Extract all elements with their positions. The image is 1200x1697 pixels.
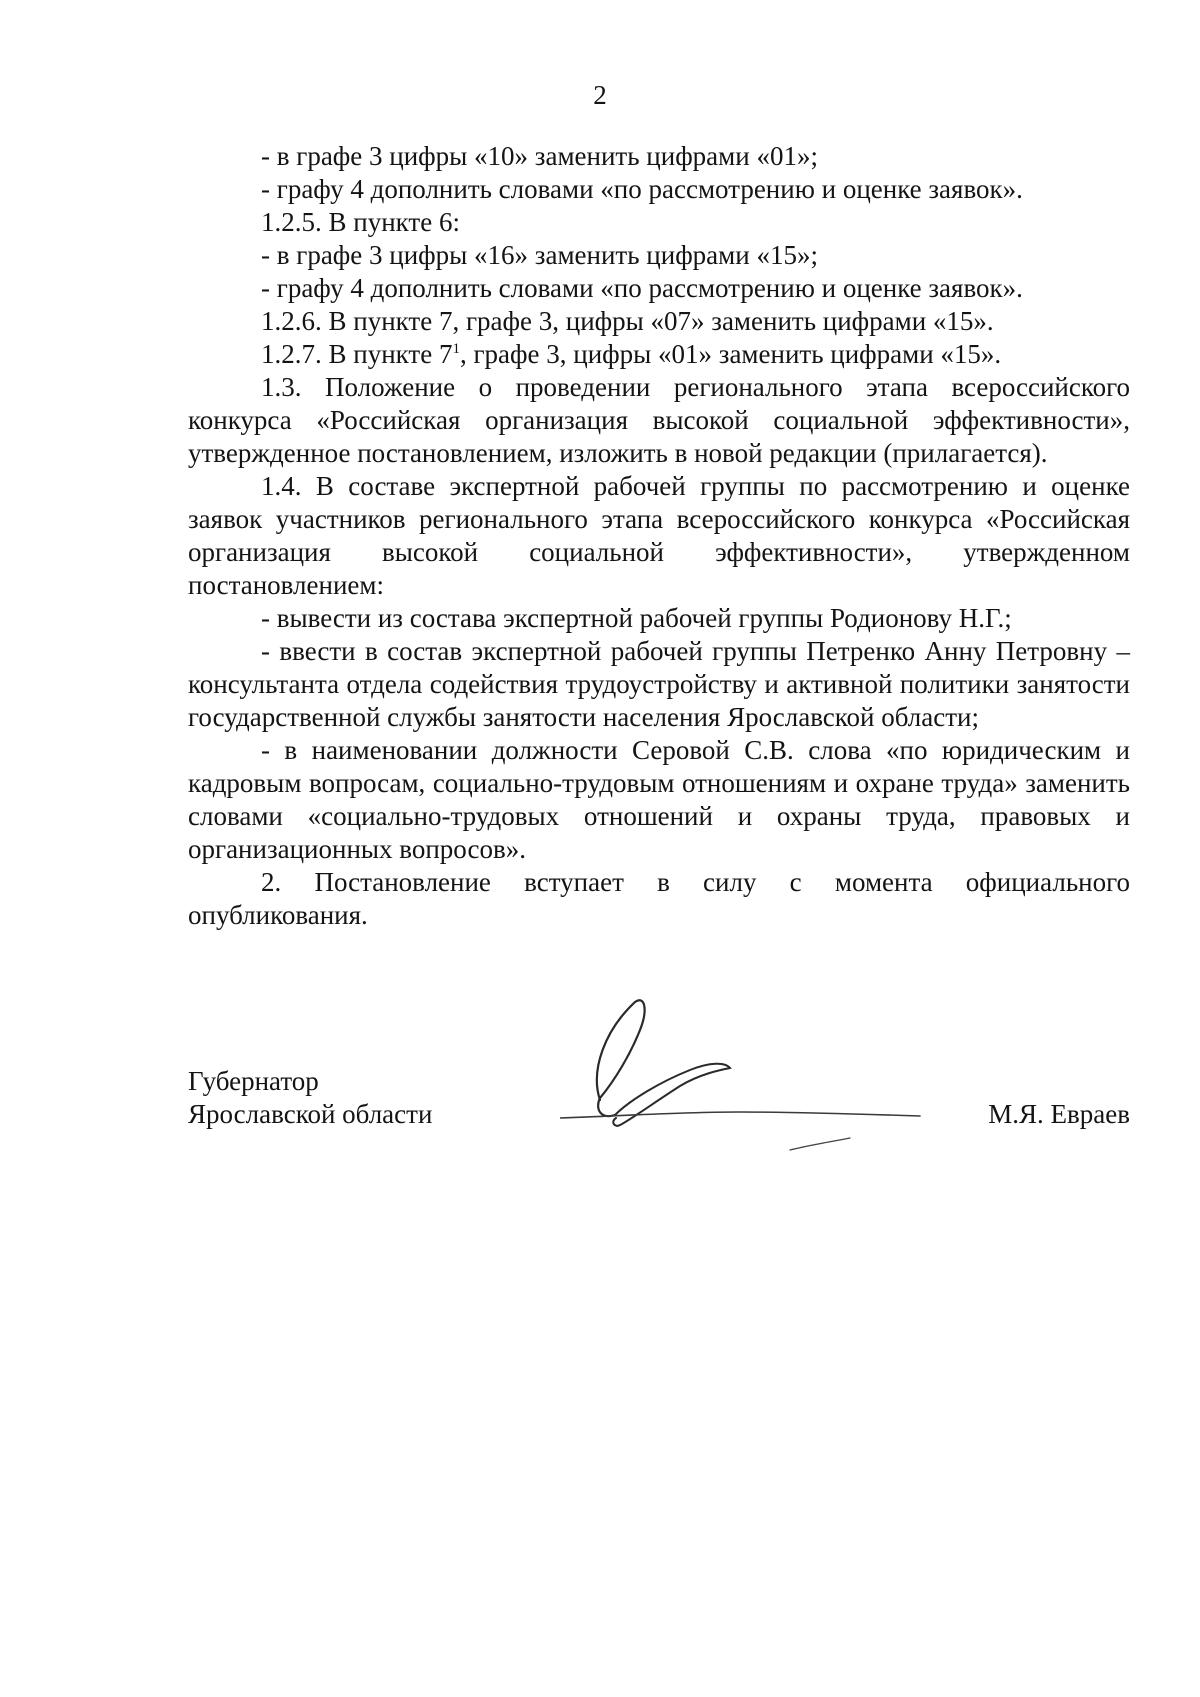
paragraph: 1.4. В составе экспертной рабочей группы по рассмотрению и оценке заявок участников регионального этапа всероссийского конкурса «Российская организация высокой социальной эффективности», утвержденном постановлением:	[188, 471, 1130, 600]
paragraph: 1.2.5. В пункте 6:	[261, 207, 460, 237]
paragraph: - вывести из состава экспертной рабочей группы Родионову Н.Г.;	[261, 603, 1012, 633]
paragraph-text: , графе 3, цифры «01» заменить цифрами «15».	[459, 339, 1002, 369]
paragraph-text: 1.2.7. В пункте 7	[261, 339, 453, 369]
page-number: 2	[593, 80, 607, 110]
signatory-title	[188, 1065, 432, 1131]
paragraph	[188, 338, 1130, 371]
signatory-title-line: Губернатор	[188, 1066, 319, 1096]
paragraph: - в графе 3 цифры «10» заменить цифрами «01»;	[261, 141, 818, 171]
signatory-title-line: Ярославской области	[188, 1099, 433, 1129]
handwritten-signature	[560, 990, 930, 1170]
paragraph: - графу 4 дополнить словами «по рассмотрению и оценке заявок».	[261, 273, 1023, 303]
paragraph: 1.2.6. В пункте 7, графе 3, цифры «07» заменить цифрами «15».	[261, 306, 994, 336]
paragraph: - графу 4 дополнить словами «по рассмотрению и оценке заявок».	[261, 174, 1023, 204]
signatory-name: М.Я. Евраев	[988, 1099, 1130, 1129]
document-body	[188, 140, 1130, 932]
paragraph: 1.3. Положение о проведении регионального этапа всероссийского конкурса «Российская организация высокой социальной эффективности», утвержденное постановлением, изложить в новой редакции (прилагается).	[188, 372, 1130, 468]
paragraph: - в наименовании должности Серовой С.В. слова «по юридическим и кадровым вопросам, социально-трудовым отношениям и охране труда» заменить словами «социально-трудовых отношений и охраны труда, правовых и организационных вопросов».	[188, 735, 1130, 864]
paragraph: 2. Постановление вступает в силу с момента официального опубликования.	[188, 867, 1130, 930]
paragraph: - ввести в состав экспертной рабочей группы Петренко Анну Петровну – консультанта отдела содействия трудоустройству и активной политики занятости государственной службы занятости населения Ярославской области;	[188, 636, 1130, 732]
superscript: 1	[452, 341, 460, 357]
paragraph: - в графе 3 цифры «16» заменить цифрами «15»;	[261, 240, 818, 270]
